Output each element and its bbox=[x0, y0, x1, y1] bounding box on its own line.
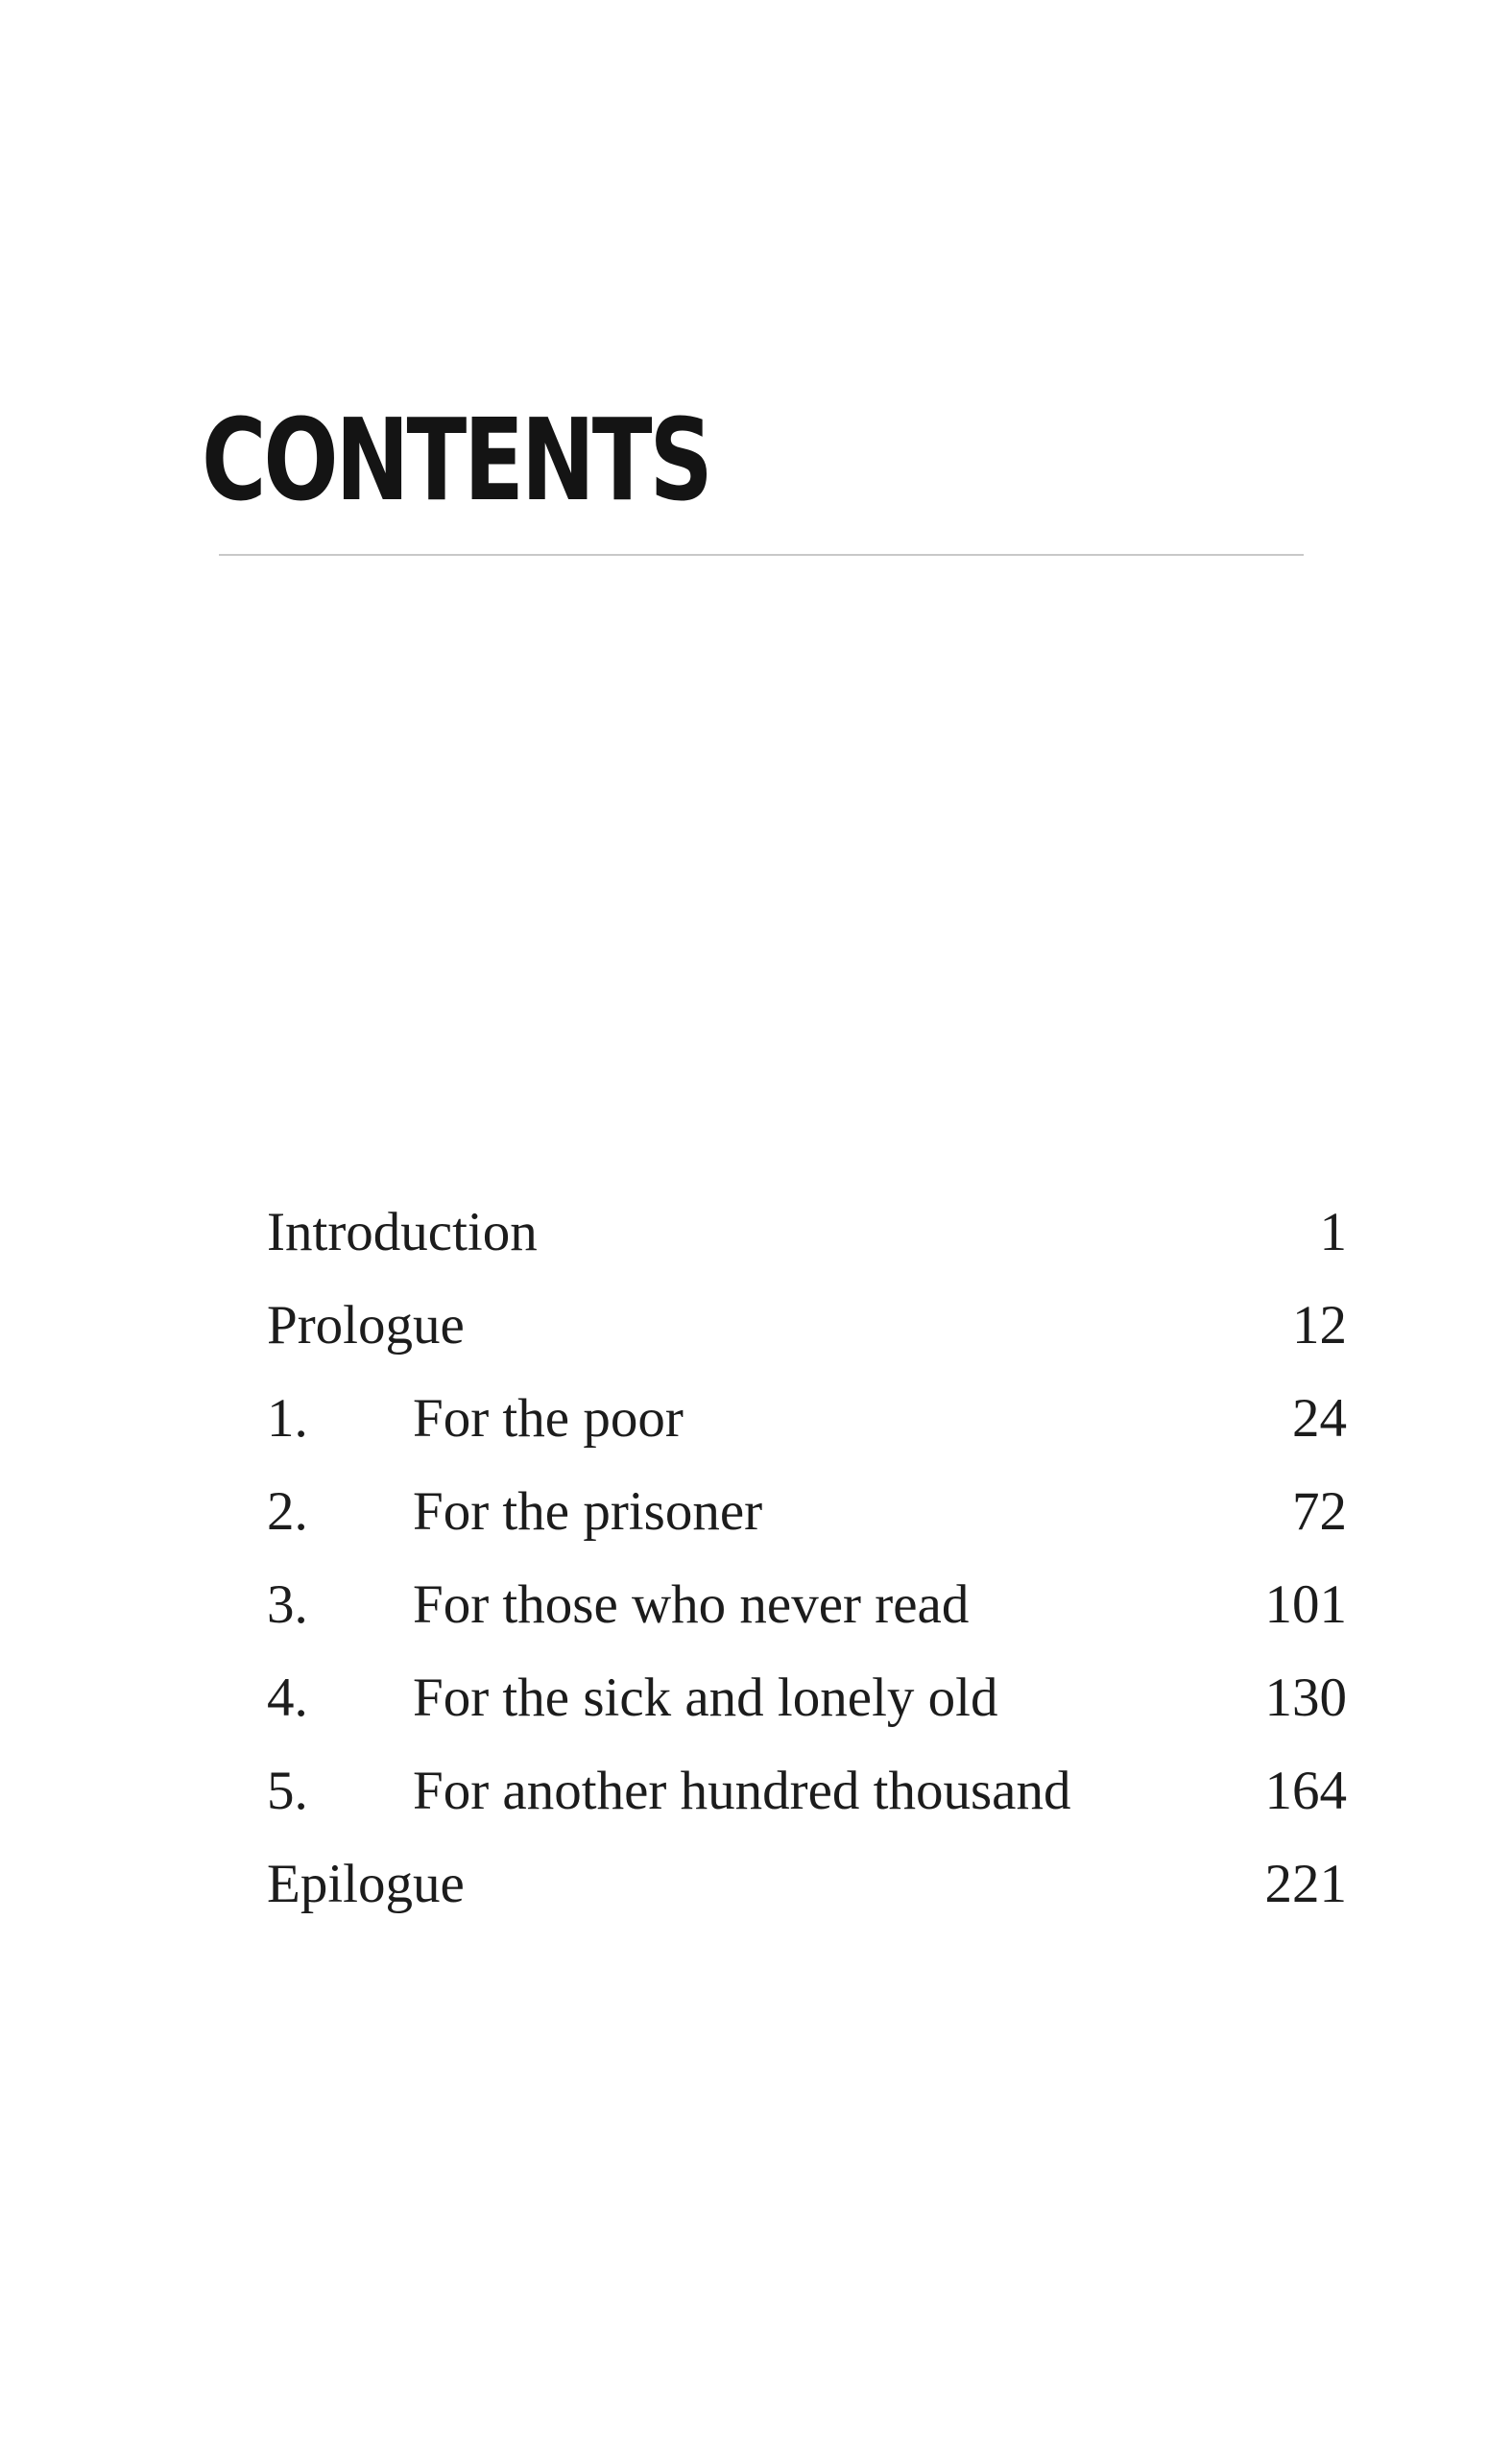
toc-entry-page: 1 bbox=[1319, 1202, 1347, 1262]
toc-entry[interactable] bbox=[267, 1837, 1361, 1931]
toc-entry-title: For those who never read bbox=[413, 1574, 970, 1635]
toc-entry-number: 3. bbox=[267, 1574, 308, 1635]
toc-entry-page: 24 bbox=[1292, 1388, 1347, 1449]
toc-entry-page: 221 bbox=[1264, 1854, 1347, 1914]
toc-entry[interactable] bbox=[267, 1558, 1361, 1651]
toc-entry-page: 12 bbox=[1292, 1295, 1347, 1356]
toc-entry-number: 2. bbox=[267, 1481, 308, 1542]
toc-entry[interactable] bbox=[267, 1744, 1361, 1837]
toc-entry[interactable] bbox=[267, 1186, 1361, 1279]
toc-entry-title: Prologue bbox=[267, 1295, 465, 1356]
contents-heading bbox=[202, 394, 853, 526]
heading-divider bbox=[219, 554, 1304, 556]
toc-entry-title: For the prisoner bbox=[413, 1481, 763, 1542]
toc-entry[interactable] bbox=[267, 1465, 1361, 1558]
toc-entry-title: Epilogue bbox=[267, 1854, 465, 1914]
toc-entry-title: For the poor bbox=[413, 1388, 684, 1449]
toc-entry-page: 72 bbox=[1292, 1481, 1347, 1542]
toc-entry-page: 101 bbox=[1264, 1574, 1347, 1635]
toc-entry-title: For the sick and lonely old bbox=[413, 1668, 998, 1728]
toc-entry[interactable] bbox=[267, 1279, 1361, 1372]
toc-entry-number: 1. bbox=[267, 1388, 308, 1449]
toc-entry-page: 130 bbox=[1264, 1668, 1347, 1728]
toc-entry-title: Introduction bbox=[267, 1202, 538, 1262]
toc-entry[interactable] bbox=[267, 1372, 1361, 1465]
toc-entry-number: 5. bbox=[267, 1761, 308, 1821]
contents-heading-text: CONTENTS bbox=[202, 394, 710, 526]
toc-entry[interactable] bbox=[267, 1651, 1361, 1744]
toc-entry-number: 4. bbox=[267, 1668, 308, 1728]
toc-entry-page: 164 bbox=[1264, 1761, 1347, 1821]
table-of-contents bbox=[267, 1186, 1361, 1931]
toc-entry-title: For another hundred thousand bbox=[413, 1761, 1071, 1821]
